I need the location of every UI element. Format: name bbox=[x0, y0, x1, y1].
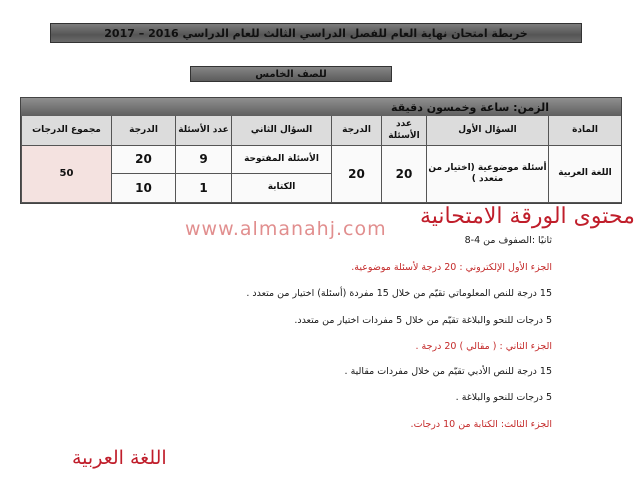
part-three-heading: الجزء الثالث: الكتابة من 10 درجات. bbox=[410, 419, 552, 430]
q2-writing-count: 1 bbox=[175, 174, 231, 203]
grades-range-line: ثانيًا :الصفوف من 4-8 bbox=[464, 235, 552, 246]
q2-open-count: 9 bbox=[175, 146, 231, 174]
part-one-heading: الجزء الأول الإلكتروني : 20 درجة لأسئلة موضوعية. bbox=[351, 262, 552, 273]
header-q2: السؤال الثاني bbox=[231, 116, 331, 146]
exam-map-title: خريطة امتحان نهاية العام للفصل الدراسي الثالث للعام الدراسي 2016 – 2017 bbox=[50, 23, 582, 43]
header-total: مجموع الدرجات bbox=[21, 116, 111, 146]
header-q1: السؤال الأول bbox=[426, 116, 548, 146]
part-two-heading: الجزء الثاني : ( مقالي ) 20 درجة . bbox=[415, 341, 552, 352]
header-q1-count: عدد الأسئلة bbox=[381, 116, 426, 146]
q2-writing-description: الكتابة bbox=[231, 174, 331, 203]
header-q1-marks: الدرجة bbox=[331, 116, 381, 146]
grade-label: للصف الخامس bbox=[190, 66, 392, 82]
subject-cell: اللغة العربية bbox=[548, 146, 621, 203]
exam-time-row: الزمن: ساعة وخمسون دقيقة bbox=[21, 98, 621, 116]
q2-open-description: الأسئلة المفتوحة bbox=[231, 146, 331, 174]
part-one-grammar: 5 درجات للنحو والبلاغة تقيّم من خلال 5 مفردات اختيار من متعدد. bbox=[294, 315, 552, 326]
part-two-grammar: 5 درجات للنحو والبلاغة . bbox=[455, 392, 552, 403]
watermark-url: www.almanahj.com bbox=[185, 218, 387, 240]
q2-open-marks: 20 bbox=[111, 146, 175, 174]
part-one-informational: 15 درجة للنص المعلوماتي تقيّم من خلال 15 مفردة (أسئلة) اختيار من متعدد . bbox=[246, 288, 552, 299]
q1-count: 20 bbox=[381, 146, 426, 203]
exam-structure-table bbox=[20, 97, 622, 204]
watermark-title: محتوى الورقة الامتحانية bbox=[420, 204, 635, 229]
q2-writing-marks: 10 bbox=[111, 174, 175, 203]
header-subject: المادة bbox=[548, 116, 621, 146]
total-marks: 50 bbox=[21, 146, 111, 203]
q1-marks: 20 bbox=[331, 146, 381, 203]
subject-footer-label: اللغة العربية bbox=[72, 447, 167, 469]
part-two-literary: 15 درجة للنص الأدبي تقيّم من خلال مفردات مقالية . bbox=[344, 366, 552, 377]
header-q2-count: عدد الأسئلة bbox=[175, 116, 231, 146]
q1-description: أسئلة موضوعية (اختيار من متعدد ) bbox=[426, 146, 548, 203]
header-q2-marks: الدرجة bbox=[111, 116, 175, 146]
